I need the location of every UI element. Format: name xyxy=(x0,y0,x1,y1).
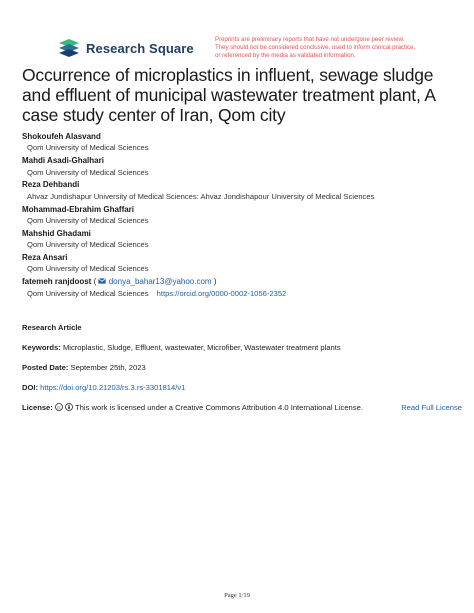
author-name[interactable]: Mahshid Ghadami xyxy=(22,228,91,238)
license-row xyxy=(22,403,462,412)
doi-row xyxy=(22,383,462,392)
author-entry xyxy=(22,131,462,155)
disclaimer-line: or referenced by the media as validated information. xyxy=(215,52,356,59)
creative-commons-icon xyxy=(55,403,63,411)
research-square-logo-icon xyxy=(58,38,80,58)
author-affiliation: Qom University of Medical Sciences xyxy=(27,167,149,177)
keywords-row xyxy=(22,343,462,352)
author-affiliation: Qom University of Medical Sciences xyxy=(27,215,149,225)
disclaimer-line: Preprints are preliminary reports that have not undergone peer review. xyxy=(215,36,405,43)
corresponding-affiliation-line xyxy=(22,288,462,301)
author-affiliation: Ahvaz Jundishapur University of Medical Sciences: Ahvaz Jondishapour University of Medical Sciences xyxy=(27,191,375,201)
logo-text: Research Square xyxy=(86,40,194,56)
author-entry xyxy=(22,179,462,203)
keywords-value: Microplastic, Sludge, Effluent, wastewater, Microfiber, Wastewater treatment plants xyxy=(62,343,341,352)
author-affiliation: Qom University of Medical Sciences xyxy=(27,143,149,153)
keywords-label: Keywords: xyxy=(22,343,61,352)
author-affiliation: Qom University of Medical Sciences xyxy=(27,264,149,274)
author-entry xyxy=(22,228,462,252)
doi-label: DOI: xyxy=(22,383,39,392)
read-full-license-link[interactable]: Read Full License xyxy=(401,403,462,412)
preprint-disclaimer xyxy=(215,36,450,60)
license-text: This work is licensed under a Creative Commons Attribution 4.0 International License. xyxy=(75,403,363,412)
author-name[interactable]: Reza Dehbandi xyxy=(22,180,80,190)
corresponding-email-link[interactable]: donya_bahar13@yahoo.com xyxy=(108,277,212,287)
author-affiliation: Qom University of Medical Sciences xyxy=(27,240,149,250)
author-name[interactable]: Shokoufeh Alasvand xyxy=(22,132,101,141)
envelope-icon xyxy=(98,278,106,284)
author-entry xyxy=(22,252,462,276)
open-paren: ( xyxy=(93,277,97,287)
article-type-row xyxy=(22,323,462,332)
page-number: Page 1/19 xyxy=(224,592,250,599)
posted-date-value: September 25th, 2023 xyxy=(70,363,146,372)
research-square-logo[interactable] xyxy=(58,38,194,58)
author-name[interactable]: Mohammad-Ebrahim Ghaffari xyxy=(22,204,135,214)
corresponding-author-line xyxy=(22,276,462,287)
close-paren: ) xyxy=(213,277,217,287)
doi-link[interactable]: https://doi.org/10.21203/rs.3.rs-3301814/v1 xyxy=(40,383,186,392)
author-list xyxy=(22,131,462,300)
author-name[interactable]: Mahdi Asadi-Ghalhari xyxy=(22,156,104,166)
author-entry xyxy=(22,155,462,179)
orcid-link[interactable]: https://orcid.org/0000-0002-1056-2352 xyxy=(156,288,287,298)
attribution-icon xyxy=(65,403,73,411)
posted-date-label: Posted Date: xyxy=(22,363,69,372)
posted-date-row xyxy=(22,363,462,372)
license-label: License: xyxy=(22,403,53,412)
disclaimer-line: They should not be considered conclusive, used to inform clinical practice, xyxy=(215,44,416,51)
svg-text:cc: cc xyxy=(56,405,61,410)
author-entry xyxy=(22,204,462,228)
paper-title: Occurrence of microplastics in influent, sewage sludge and effluent of municipal wastewater treatment plant, A case study center of Iran, Qom city xyxy=(22,65,435,125)
corresponding-author xyxy=(22,276,462,300)
corresponding-affiliation: Qom University of Medical Sciences xyxy=(27,288,149,298)
corresponding-author-name[interactable]: fatemeh ranjdoost xyxy=(22,277,92,287)
article-type: Research Article xyxy=(22,323,82,332)
author-name[interactable]: Reza Ansari xyxy=(22,253,68,263)
